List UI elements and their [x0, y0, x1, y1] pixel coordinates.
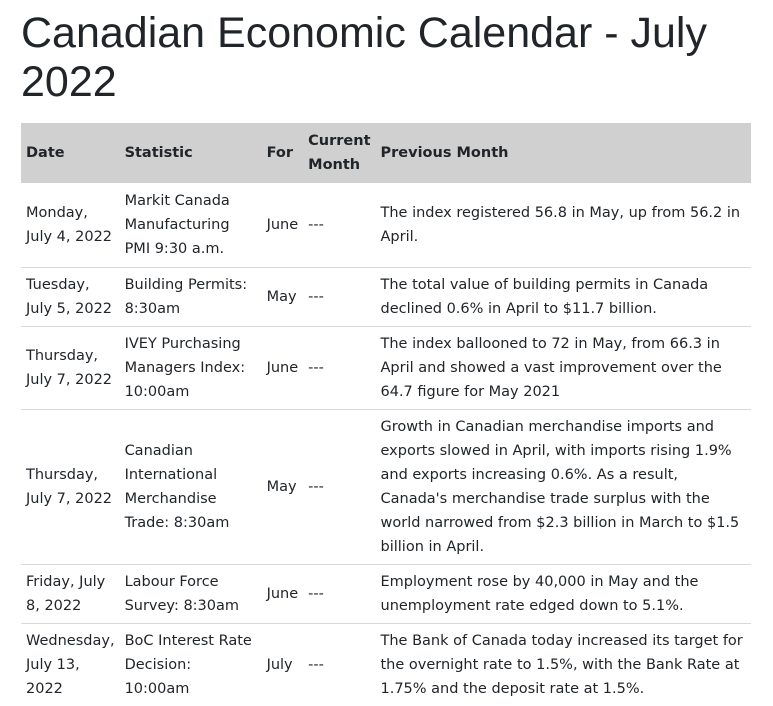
cell-for: June — [262, 183, 304, 267]
header-row — [21, 123, 751, 183]
cell-statistic: IVEY Purchasing Managers Index: 10:00am — [120, 326, 262, 409]
cell-date: Tuesday, July 5, 2022 — [21, 267, 120, 326]
cell-current-month: --- — [303, 267, 375, 326]
cell-current-month: --- — [303, 409, 375, 564]
cell-current-month: --- — [303, 564, 375, 623]
cell-previous-month: The total value of building permits in Canada declined 0.6% in April to $11.7 billion. — [376, 267, 752, 326]
header-statistic: Statistic — [120, 123, 262, 183]
cell-previous-month: The Bank of Canada today increased its target for the overnight rate to 1.5%, with the Bank Rate at 1.75% and the deposit rate at 1.5%. — [380, 632, 743, 697]
table-row — [21, 623, 751, 706]
cell-for: May — [262, 267, 304, 326]
table-row — [21, 267, 751, 326]
economic-calendar-table — [21, 123, 751, 706]
cell-previous-month: Growth in Canadian merchandise imports and exports slowed in April, with imports rising 1.9% and exports increasing 0.6%. As a result, Canada's merchandise trade surplus with the world narrowed from $2.3 billion in March to $1.5 billion in April. — [376, 409, 752, 564]
cell-for: June — [262, 564, 304, 623]
cell-statistic: Markit Canada Manufacturing PMI 9:30 a.m. — [120, 183, 262, 267]
cell-for: June — [262, 326, 304, 409]
header-date: Date — [21, 123, 120, 183]
cell-previous-month: Employment rose by 40,000 in May and the unemployment rate edged down to 5.1%. — [376, 564, 752, 623]
cell-date: Thursday, July 7, 2022 — [21, 326, 120, 409]
cell-for: July — [266, 656, 293, 673]
cell-date: Wednesday, July 13, 2022 — [26, 632, 115, 697]
cell-statistic: Building Permits: 8:30am — [120, 267, 262, 326]
table-row — [21, 183, 751, 267]
cell-current-month: --- — [308, 656, 324, 673]
page-title: Canadian Economic Calendar - July 2022 — [21, 9, 707, 106]
cell-date: Friday, July 8, 2022 — [21, 564, 120, 623]
cell-current-month: --- — [303, 183, 375, 267]
cell-previous-month: The index ballooned to 72 in May, from 66.3 in April and showed a vast improvement over the 64.7 figure for May 2021 — [376, 326, 752, 409]
cell-date: Thursday, July 7, 2022 — [21, 409, 120, 564]
header-for: For — [262, 123, 304, 183]
cell-for: May — [262, 409, 304, 564]
table-header — [21, 123, 751, 183]
table-row — [21, 326, 751, 409]
table-body — [21, 183, 751, 706]
cell-statistic: BoC Interest Rate Decision: 10:00am — [124, 632, 252, 697]
cell-date: Monday, July 4, 2022 — [21, 183, 120, 267]
cell-statistic: Canadian International Merchandise Trade: 8:30am — [120, 409, 262, 564]
cell-current-month: --- — [303, 326, 375, 409]
table-row — [21, 409, 751, 564]
header-current-month: Current Month — [303, 123, 375, 183]
table-row — [21, 564, 751, 623]
cell-statistic: Labour Force Survey: 8:30am — [120, 564, 262, 623]
cell-previous-month: The index registered 56.8 in May, up from 56.2 in April. — [376, 183, 752, 267]
header-previous-month: Previous Month — [376, 123, 752, 183]
